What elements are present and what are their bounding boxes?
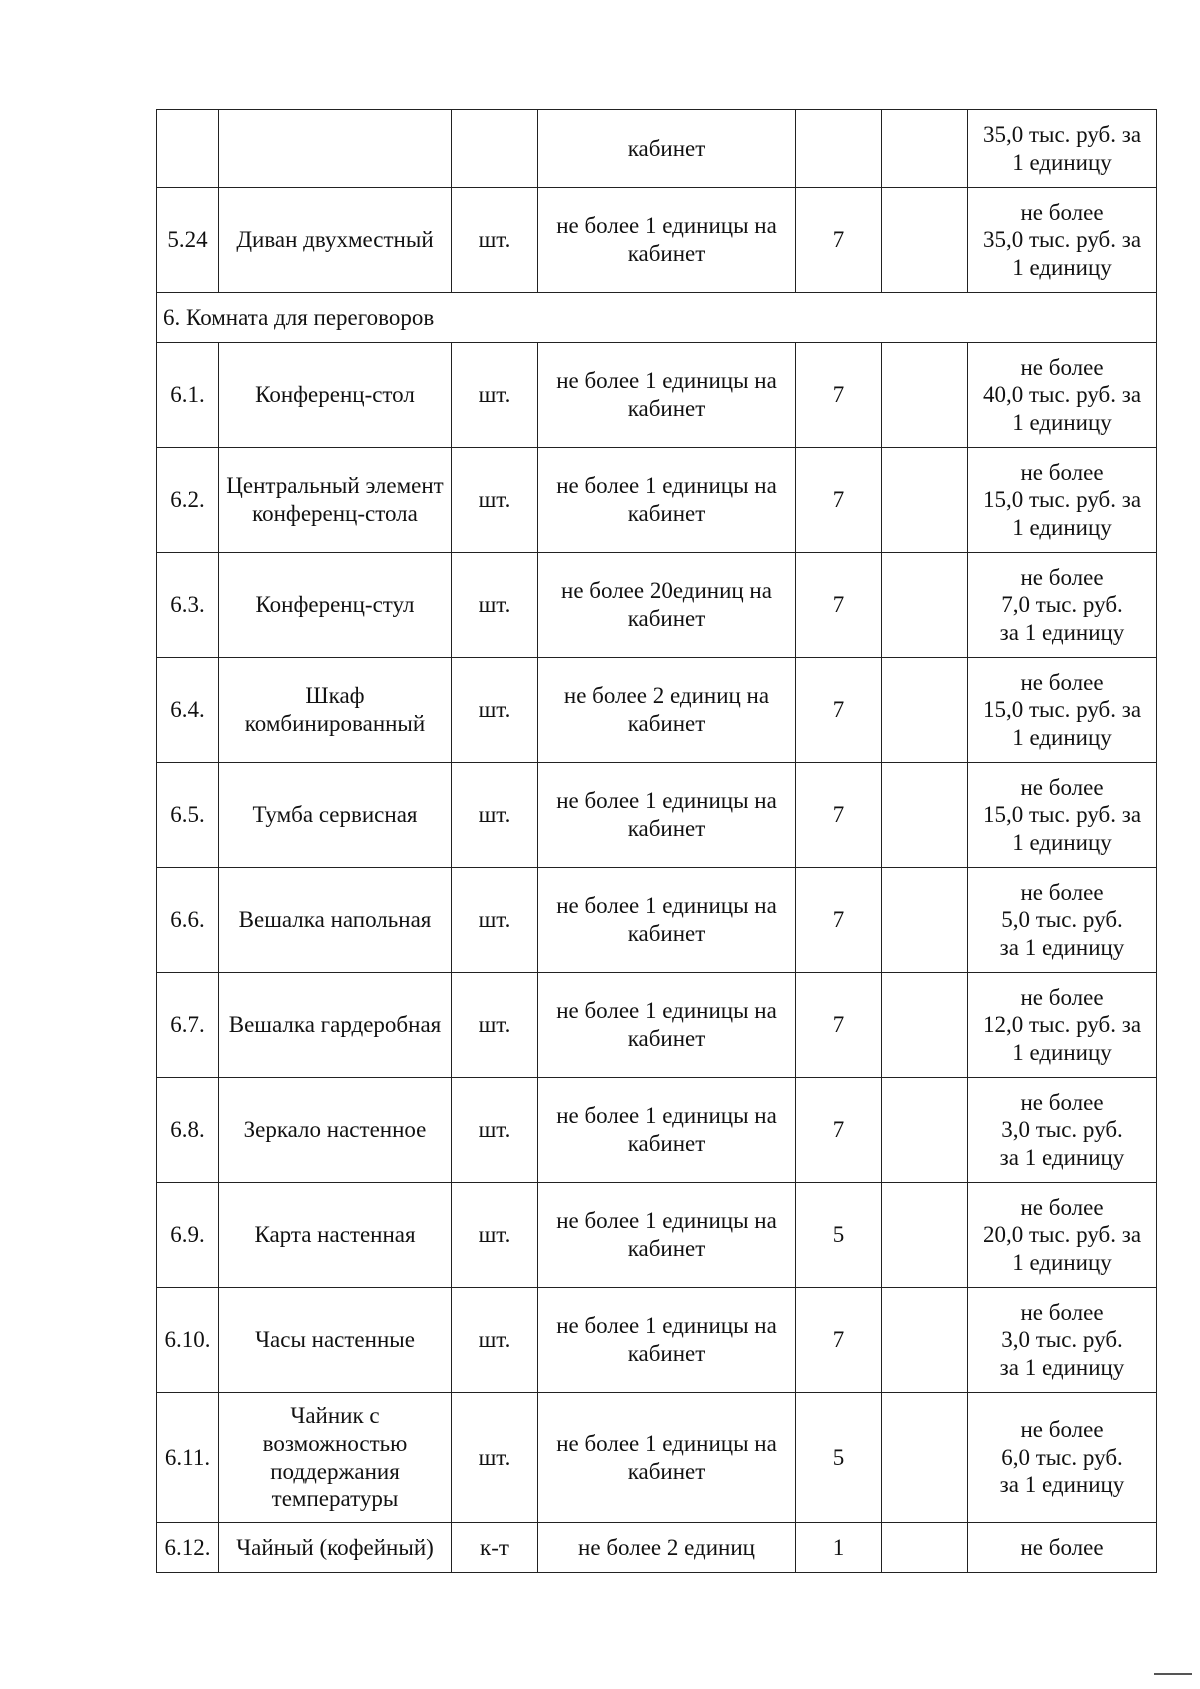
service-years: 7	[796, 658, 882, 763]
price-line: не более	[1020, 1194, 1104, 1220]
section-title: 6. Комната для переговоров	[157, 293, 1157, 343]
unit-cell: шт.	[452, 1183, 538, 1288]
price-line: 1 единицу	[1012, 149, 1112, 175]
empty-cell	[882, 658, 968, 763]
service-years	[796, 110, 882, 188]
price-limit	[968, 110, 1157, 188]
unit-cell: шт.	[452, 553, 538, 658]
price-limit	[968, 1523, 1157, 1573]
price-limit	[968, 1393, 1157, 1523]
empty-cell	[882, 973, 968, 1078]
empty-cell	[882, 868, 968, 973]
unit-cell: шт.	[452, 1288, 538, 1393]
price-line: 3,0 тыс. руб.	[1001, 1117, 1123, 1143]
row-number: 6.4.	[157, 658, 219, 763]
table-row	[157, 1523, 1157, 1573]
unit-cell: шт.	[452, 343, 538, 448]
price-line: 35,0 тыс. руб. за	[982, 227, 1142, 253]
empty-cell	[882, 1078, 968, 1183]
price-line: 15,0 тыс. руб. за	[982, 487, 1142, 513]
price-line: 6,0 тыс. руб.	[1001, 1444, 1123, 1470]
scan-edge-mark	[1154, 1673, 1192, 1675]
empty-cell	[882, 1288, 968, 1393]
price-line: 35,0 тыс. руб. за	[982, 121, 1142, 147]
item-name: Карта настенная	[219, 1183, 452, 1288]
item-name: Шкаф комбинированный	[219, 658, 452, 763]
quantity-norm: не более 1 единицы на кабинет	[538, 763, 796, 868]
price-line: 1 единицу	[1012, 1039, 1112, 1065]
price-limit	[968, 868, 1157, 973]
item-name: Конференц-стол	[219, 343, 452, 448]
price-line: не более	[1020, 564, 1104, 590]
price-limit	[968, 1288, 1157, 1393]
price-limit	[968, 973, 1157, 1078]
empty-cell	[882, 448, 968, 553]
quantity-norm: не более 1 единицы на кабинет	[538, 188, 796, 293]
price-line: 7,0 тыс. руб.	[1001, 592, 1123, 618]
empty-cell	[882, 553, 968, 658]
empty-cell	[882, 188, 968, 293]
table-row	[157, 343, 1157, 448]
empty-cell	[882, 343, 968, 448]
price-line: 1 единицу	[1012, 1249, 1112, 1275]
service-years: 7	[796, 188, 882, 293]
unit-cell: шт.	[452, 973, 538, 1078]
table-row	[157, 1393, 1157, 1523]
item-name: Тумба сервисная	[219, 763, 452, 868]
price-line: за 1 единицу	[999, 934, 1125, 960]
price-line: за 1 единицу	[999, 1472, 1125, 1498]
quantity-norm: не более 1 единицы на кабинет	[538, 868, 796, 973]
price-line: не более	[1020, 669, 1104, 695]
service-years: 7	[796, 448, 882, 553]
empty-cell	[882, 763, 968, 868]
table-row	[157, 868, 1157, 973]
table-row	[157, 188, 1157, 293]
row-number: 6.11.	[157, 1393, 219, 1523]
empty-cell	[882, 110, 968, 188]
item-name: Зеркало настенное	[219, 1078, 452, 1183]
section-row	[157, 293, 1157, 343]
item-name	[219, 110, 452, 188]
price-line: не более	[1020, 1534, 1104, 1560]
table-row	[157, 973, 1157, 1078]
unit-cell: шт.	[452, 448, 538, 553]
price-line: не более	[1020, 774, 1104, 800]
price-line: 1 единицу	[1012, 514, 1112, 540]
quantity-norm: не более 1 единицы на кабинет	[538, 448, 796, 553]
price-line: не более	[1020, 459, 1104, 485]
price-line: не более	[1020, 984, 1104, 1010]
price-line: не более	[1020, 879, 1104, 905]
quantity-norm: не более 20единиц на кабинет	[538, 553, 796, 658]
price-line: 12,0 тыс. руб. за	[982, 1012, 1142, 1038]
quantity-norm: не более 1 единицы на кабинет	[538, 343, 796, 448]
table-row	[157, 658, 1157, 763]
service-years: 7	[796, 343, 882, 448]
price-line: за 1 единицу	[999, 1354, 1125, 1380]
unit-cell: шт.	[452, 658, 538, 763]
empty-cell	[882, 1183, 968, 1288]
price-line: не более	[1020, 354, 1104, 380]
service-years: 1	[796, 1523, 882, 1573]
service-years: 7	[796, 553, 882, 658]
unit-cell: к-т	[452, 1523, 538, 1573]
price-line: не более	[1020, 199, 1104, 225]
unit-cell: шт.	[452, 1393, 538, 1523]
service-years: 5	[796, 1393, 882, 1523]
quantity-norm: не более 1 единицы на кабинет	[538, 1288, 796, 1393]
service-years: 7	[796, 1078, 882, 1183]
norms-table	[156, 109, 1157, 1573]
quantity-norm: не более 1 единицы на кабинет	[538, 1183, 796, 1288]
table-row	[157, 110, 1157, 188]
price-line: 1 единицу	[1012, 724, 1112, 750]
price-line: 3,0 тыс. руб.	[1001, 1327, 1123, 1353]
row-number: 6.7.	[157, 973, 219, 1078]
quantity-norm: кабинет	[538, 110, 796, 188]
service-years: 7	[796, 763, 882, 868]
price-limit	[968, 553, 1157, 658]
price-line: 5,0 тыс. руб.	[1001, 907, 1123, 933]
unit-cell	[452, 110, 538, 188]
price-line: 40,0 тыс. руб. за	[982, 382, 1142, 408]
table-row	[157, 1183, 1157, 1288]
service-years: 7	[796, 868, 882, 973]
item-name: Конференц-стул	[219, 553, 452, 658]
quantity-norm: не более 1 единицы на кабинет	[538, 1393, 796, 1523]
price-line: 1 единицу	[1012, 409, 1112, 435]
unit-cell: шт.	[452, 868, 538, 973]
price-line: 15,0 тыс. руб. за	[982, 697, 1142, 723]
row-number: 6.10.	[157, 1288, 219, 1393]
price-line: 1 единицу	[1012, 254, 1112, 280]
empty-cell	[882, 1393, 968, 1523]
price-limit	[968, 1183, 1157, 1288]
table-row	[157, 553, 1157, 658]
table-body	[157, 110, 1157, 1573]
row-number	[157, 110, 219, 188]
unit-cell: шт.	[452, 1078, 538, 1183]
item-name: Часы настенные	[219, 1288, 452, 1393]
item-name: Чайный (кофейный)	[219, 1523, 452, 1573]
row-number: 6.1.	[157, 343, 219, 448]
row-number: 6.5.	[157, 763, 219, 868]
service-years: 7	[796, 1288, 882, 1393]
quantity-norm: не более 1 единицы на кабинет	[538, 973, 796, 1078]
row-number: 6.9.	[157, 1183, 219, 1288]
price-line: не более	[1020, 1299, 1104, 1325]
price-line: не более	[1020, 1417, 1104, 1443]
item-name: Диван двухместный	[219, 188, 452, 293]
row-number: 6.8.	[157, 1078, 219, 1183]
price-line: 20,0 тыс. руб. за	[982, 1222, 1142, 1248]
row-number: 6.6.	[157, 868, 219, 973]
price-limit	[968, 658, 1157, 763]
price-limit	[968, 763, 1157, 868]
table-row	[157, 1078, 1157, 1183]
price-limit	[968, 448, 1157, 553]
unit-cell: шт.	[452, 188, 538, 293]
row-number: 6.2.	[157, 448, 219, 553]
item-name: Центральный элемент конференц-стола	[219, 448, 452, 553]
quantity-norm: не более 1 единицы на кабинет	[538, 1078, 796, 1183]
item-name: Чайник с возможностью поддержания температуры	[219, 1393, 452, 1523]
empty-cell	[882, 1523, 968, 1573]
price-line: за 1 единицу	[999, 1144, 1125, 1170]
table-row	[157, 763, 1157, 868]
price-limit	[968, 1078, 1157, 1183]
price-line: 1 единицу	[1012, 829, 1112, 855]
table-row	[157, 448, 1157, 553]
quantity-norm: не более 2 единиц на кабинет	[538, 658, 796, 763]
service-years: 7	[796, 973, 882, 1078]
row-number: 5.24	[157, 188, 219, 293]
price-line: 15,0 тыс. руб. за	[982, 802, 1142, 828]
price-line: не более	[1020, 1089, 1104, 1115]
item-name: Вешалка напольная	[219, 868, 452, 973]
quantity-norm: не более 2 единиц	[538, 1523, 796, 1573]
row-number: 6.3.	[157, 553, 219, 658]
unit-cell: шт.	[452, 763, 538, 868]
price-line: за 1 единицу	[999, 619, 1125, 645]
table-row	[157, 1288, 1157, 1393]
price-limit	[968, 188, 1157, 293]
row-number: 6.12.	[157, 1523, 219, 1573]
price-limit	[968, 343, 1157, 448]
item-name: Вешалка гардеробная	[219, 973, 452, 1078]
service-years: 5	[796, 1183, 882, 1288]
